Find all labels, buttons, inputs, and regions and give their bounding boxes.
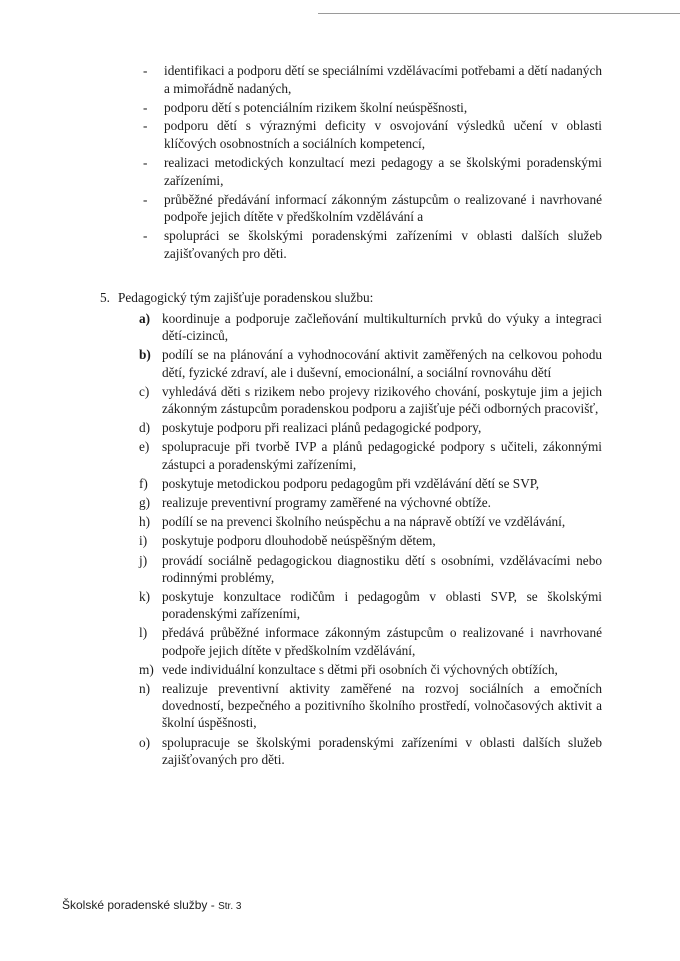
list-item (0, 62, 680, 98)
bullet-dash: - (143, 191, 148, 207)
list-item (0, 734, 680, 768)
item-letter: f) (139, 475, 148, 491)
list-item (0, 154, 680, 190)
bullet-dash: - (143, 228, 148, 244)
item-text: realizuje preventivní programy zaměřené na výchovné obtíže. (162, 495, 491, 511)
list-item (0, 99, 680, 117)
item-letter: o) (139, 734, 151, 750)
list-item (0, 552, 680, 586)
item-text: spolupracuje při tvorbě IVP a plánů pedagogické podpory s učiteli, zákonnými zástupci a poradenskými zařízeními, (162, 439, 602, 472)
list-item (0, 475, 680, 492)
section-heading (0, 289, 680, 307)
item-letter: n) (139, 681, 151, 697)
item-letter: d) (139, 420, 151, 436)
list-item (0, 588, 680, 622)
item-text: poskytuje podporu dlouhodobě neúspěšným dětem, (162, 533, 436, 549)
bullet-text: realizaci metodických konzultací mezi pedagogy a se školskými poradenskými zařízeními, (164, 154, 602, 188)
lettered-list (0, 310, 680, 768)
bullet-text: podporu dětí s potenciálním rizikem školní neúspěšnosti, (164, 99, 468, 115)
list-item (0, 661, 680, 678)
item-letter: j) (139, 552, 148, 568)
item-text: realizuje preventivní aktivity zaměřené na rozvoj sociálních a emočních dovedností, bezpečného a pozitivního školního prostředí, volnočasových aktivit a školní úspěšnosti, (162, 681, 602, 731)
bullet-text: průběžné předávání informací zákonným zástupcům o realizované i navrhované podpoře jejich dítěte v předškolním vzdělávání a (164, 191, 602, 225)
bullet-text: identifikaci a podporu dětí se speciálními vzdělávacími potřebami a dětí nadaných a mimořádně nadaných, (164, 63, 602, 96)
list-item (0, 346, 680, 380)
item-text: předává průběžné informace zákonným zástupcům o realizované i navrhované podpoře jejich dítěte v předškolním vzdělávání, (162, 625, 602, 658)
item-letter: k) (139, 589, 151, 605)
list-item (0, 513, 680, 530)
list-item (0, 532, 680, 549)
bullet-list (0, 62, 680, 264)
section-title: Pedagogický tým zajišťuje poradenskou službu: (118, 290, 374, 305)
section-number: 5. (100, 290, 110, 305)
item-text: poskytuje metodickou podporu pedagogům při vzdělávání dětí se SVP, (162, 475, 540, 491)
item-letter: l) (139, 625, 148, 641)
page-footer (62, 898, 241, 912)
top-divider (318, 13, 680, 14)
list-item (0, 438, 680, 472)
item-letter: e) (139, 439, 150, 455)
bullet-dash: - (143, 154, 148, 170)
list-item (0, 227, 680, 263)
list-item (0, 117, 680, 153)
item-text: poskytuje podporu při realizaci plánů pedagogické podpory, (162, 420, 482, 436)
item-text: vede individuální konzultace s dětmi při osobních či výchovných obtížích, (162, 661, 558, 677)
footer-title: Školské poradenské služby - (62, 898, 215, 912)
item-text: poskytuje konzultace rodičům i pedagogům v oblasti SVP, se školskými poradenskými zařízeními, (162, 589, 602, 622)
list-item (0, 419, 680, 436)
item-text: spolupracuje se školskými poradenskými zařízeními v oblasti dalších služeb zajišťovaných pro děti. (162, 734, 602, 767)
item-letter: h) (139, 514, 151, 530)
bullet-text: spolupráci se školskými poradenskými zařízeními v oblasti dalších služeb zajišťovaných pro děti. (164, 228, 602, 261)
item-letter: i) (139, 533, 148, 549)
item-letter: m) (139, 661, 154, 677)
list-item (0, 383, 680, 417)
list-item (0, 494, 680, 511)
bullet-text: podporu dětí s výraznými deficity v osvojování výsledků učení v oblasti klíčových osobnostních a sociálních kompetencí, (164, 118, 602, 152)
list-item (0, 191, 680, 227)
bullet-dash: - (143, 99, 148, 115)
bullet-dash: - (143, 118, 148, 134)
section-5 (0, 289, 680, 770)
item-letter: b) (139, 347, 151, 363)
page-number: Str. 3 (218, 901, 242, 912)
bullet-dash: - (143, 63, 148, 78)
item-text: podílí se na prevenci školního neúspěchu a na nápravě obtíží ve vzdělávání, (162, 514, 566, 530)
item-letter: g) (139, 495, 151, 511)
item-text: podílí se na plánování a vyhodnocování aktivit zaměřených na celkovou pohodu dětí, fyzické zdraví, ale i duševní, emocionální, a sociální rovnováhu dětí (162, 347, 602, 380)
item-letter: a) (139, 311, 151, 326)
list-item (0, 680, 680, 732)
item-text: provádí sociálně pedagogickou diagnostiku dětí s osobními, vzdělávacími nebo rodinnými problémy, (162, 552, 602, 585)
list-item (0, 310, 680, 344)
item-text: koordinuje a podporuje začleňování multikulturních prvků do výuky a integraci dětí-cizinců, (162, 311, 602, 344)
item-letter: c) (139, 383, 150, 399)
item-text: vyhledává děti s rizikem nebo projevy rizikového chování, poskytuje jim a jejich zákonným zástupcům poradenskou podporu a zajišťuje péči odborných pracovišť, (162, 383, 602, 417)
list-item (0, 624, 680, 658)
